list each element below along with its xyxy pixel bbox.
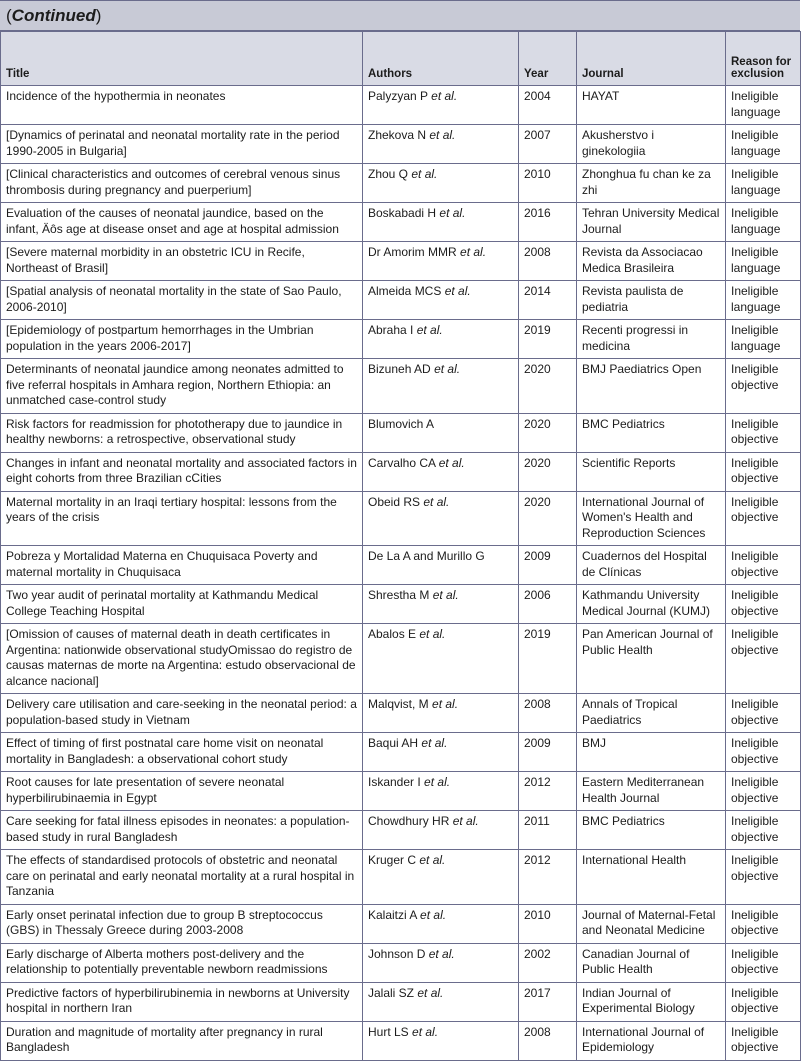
- cell-authors: [363, 943, 519, 982]
- table-row: [1, 86, 801, 125]
- author-name: Iskander I: [368, 775, 421, 789]
- cell-authors: [363, 585, 519, 624]
- cell-journal: Cuadernos del Hospital de Clínicas: [577, 546, 726, 585]
- cell-authors: [363, 491, 519, 546]
- table-row: [1, 546, 801, 585]
- cell-title: Risk factors for readmission for phototherapy due to jaundice in healthy newborns: a retrospective, observational study: [1, 413, 363, 452]
- table-row: [1, 320, 801, 359]
- cell-year: 2020: [519, 491, 577, 546]
- cell-year: 2017: [519, 982, 577, 1021]
- cell-reason: Ineligible objective: [726, 359, 801, 414]
- et-al-label: et al.: [412, 1024, 439, 1039]
- table-row: [1, 452, 801, 491]
- et-al-label: et al.: [419, 853, 446, 867]
- cell-year: 2016: [519, 203, 577, 242]
- author-name: Bizuneh AD: [368, 362, 431, 376]
- cell-title: [Clinical characteristics and outcomes of cerebral venous sinus thrombosis during pregnancy and puerperium]: [1, 164, 363, 203]
- cell-title: Early discharge of Alberta mothers post-delivery and the relationship to potentially preventable newborn readmissions: [1, 943, 363, 982]
- cell-year: 2012: [519, 772, 577, 811]
- cell-title: Early onset perinatal infection due to group B streptococcus (GBS) in Thessaly Greece during 2003-2008: [1, 904, 363, 943]
- cell-title: [Spatial analysis of neonatal mortality in the state of Sao Paulo, 2006-2010]: [1, 281, 363, 320]
- author-name: Zhekova N: [368, 128, 427, 142]
- author-name: Baqui AH: [368, 736, 419, 750]
- cell-authors: [363, 850, 519, 905]
- cell-journal: International Health: [577, 850, 726, 905]
- et-al-label: et al.: [429, 128, 456, 142]
- cell-journal: BMC Pediatrics: [577, 413, 726, 452]
- et-al-label: et al.: [417, 985, 444, 1000]
- cell-reason: Ineligible objective: [726, 1021, 801, 1060]
- table-row: [1, 585, 801, 624]
- cell-journal: Tehran University Medical Journal: [577, 203, 726, 242]
- author-name: Blumovich A: [368, 416, 435, 431]
- cell-authors: [363, 320, 519, 359]
- cell-journal: Pan American Journal of Public Health: [577, 624, 726, 694]
- table-row: [1, 413, 801, 452]
- table-row: [1, 733, 801, 772]
- cell-title: Care seeking for fatal illness episodes in neonates: a population-based study in rural Bangladesh: [1, 811, 363, 850]
- cell-title: The effects of standardised protocols of obstetric and neonatal care on perinatal and early neonatal mortality at a rural hospital in Tanzania: [1, 850, 363, 905]
- table-body: [1, 86, 801, 1061]
- cell-journal: International Journal of Epidemiology: [577, 1021, 726, 1060]
- cell-authors: [363, 982, 519, 1021]
- cell-year: 2008: [519, 694, 577, 733]
- et-al-label: et al.: [424, 775, 451, 789]
- cell-reason: Ineligible objective: [726, 694, 801, 733]
- cell-title: [Omission of causes of maternal death in death certificates in Argentina: nationwide observational studyOmissao do registro de causas maternas de morte na Argentina: estudo observacional de alcance nacional]: [1, 624, 363, 694]
- author-name: Boskabadi H: [368, 206, 437, 220]
- table-row: [1, 359, 801, 414]
- cell-journal: Journal of Maternal-Fetal and Neonatal Medicine: [577, 904, 726, 943]
- cell-year: 2010: [519, 164, 577, 203]
- author-name: Dr Amorim MMR: [368, 245, 457, 259]
- cell-reason: Ineligible language: [726, 125, 801, 164]
- cell-year: 2002: [519, 943, 577, 982]
- column-header-reason: Reason for exclusion: [726, 32, 801, 86]
- et-al-label: et al.: [419, 627, 446, 641]
- author-name: Kalaitzi A: [368, 907, 417, 922]
- table-row: [1, 624, 801, 694]
- cell-authors: [363, 904, 519, 943]
- table-row: [1, 850, 801, 905]
- column-header-authors: Authors: [363, 32, 519, 86]
- cell-reason: Ineligible objective: [726, 546, 801, 585]
- et-al-label: et al.: [431, 89, 458, 103]
- cell-year: 2009: [519, 733, 577, 772]
- cell-authors: [363, 772, 519, 811]
- table-row: [1, 203, 801, 242]
- cell-title: Effect of timing of first postnatal care home visit on neonatal mortality in Bangladesh: a observational cohort study: [1, 733, 363, 772]
- cell-reason: Ineligible objective: [726, 624, 801, 694]
- cell-year: 2009: [519, 546, 577, 585]
- author-name: Palyzyan P: [368, 89, 428, 103]
- author-name: Zhou Q: [368, 167, 409, 181]
- cell-year: 2019: [519, 320, 577, 359]
- cell-journal: Eastern Mediterranean Health Journal: [577, 772, 726, 811]
- author-name: Carvalho CA: [368, 455, 436, 470]
- cell-year: 2011: [519, 811, 577, 850]
- cell-reason: Ineligible language: [726, 203, 801, 242]
- author-name: Abraha I: [368, 323, 414, 337]
- cell-year: 2020: [519, 413, 577, 452]
- et-al-label: et al.: [438, 455, 465, 470]
- table-row: [1, 904, 801, 943]
- author-name: Kruger C: [368, 853, 417, 867]
- cell-journal: Kathmandu University Medical Journal (KUMJ): [577, 585, 726, 624]
- cell-authors: [363, 359, 519, 414]
- et-al-label: et al.: [444, 284, 471, 298]
- et-al-label: et al.: [428, 946, 455, 961]
- cell-reason: Ineligible objective: [726, 811, 801, 850]
- cell-journal: Indian Journal of Experimental Biology: [577, 982, 726, 1021]
- cell-reason: Ineligible objective: [726, 733, 801, 772]
- column-header-journal: Journal: [577, 32, 726, 86]
- cell-authors: [363, 125, 519, 164]
- cell-title: Evaluation of the causes of neonatal jaundice, based on the infant, Äôs age at disease onset and age at hospital admission: [1, 203, 363, 242]
- cell-title: [Severe maternal morbidity in an obstetric ICU in Recife, Northeast of Brasil]: [1, 242, 363, 281]
- cell-authors: [363, 164, 519, 203]
- et-al-label: et al.: [439, 206, 466, 220]
- cell-reason: Ineligible objective: [726, 904, 801, 943]
- cell-reason: Ineligible objective: [726, 585, 801, 624]
- author-name: Hurt LS: [368, 1024, 409, 1039]
- cell-year: 2014: [519, 281, 577, 320]
- cell-title: [Epidemiology of postpartum hemorrhages in the Umbrian population in the years 2006-2017]: [1, 320, 363, 359]
- column-header-year: Year: [519, 32, 577, 86]
- cell-year: 2012: [519, 850, 577, 905]
- author-name: Malqvist, M: [368, 697, 429, 711]
- cell-reason: Ineligible objective: [726, 772, 801, 811]
- author-name: Obeid RS: [368, 494, 421, 509]
- cell-reason: Ineligible language: [726, 86, 801, 125]
- cell-title: Maternal mortality in an Iraqi tertiary hospital: lessons from the years of the crisis: [1, 491, 363, 546]
- cell-year: 2019: [519, 624, 577, 694]
- author-name: Abalos E: [368, 627, 417, 641]
- cell-title: Two year audit of perinatal mortality at Kathmandu Medical College Teaching Hospital: [1, 585, 363, 624]
- cell-authors: [363, 413, 519, 452]
- cell-journal: BMJ: [577, 733, 726, 772]
- et-al-label: et al.: [423, 494, 450, 509]
- cell-title: Changes in infant and neonatal mortality and associated factors in eight cohorts from three Brazilian cCities: [1, 452, 363, 491]
- cell-journal: Akusherstvo i ginekologiia: [577, 125, 726, 164]
- cell-title: Determinants of neonatal jaundice among neonates admitted to five referral hospitals in Amhara region, Northern Ethiopia: an unmatched case-control study: [1, 359, 363, 414]
- cell-year: 2020: [519, 359, 577, 414]
- author-name: Chowdhury HR: [368, 814, 450, 828]
- cell-reason: Ineligible objective: [726, 850, 801, 905]
- et-al-label: et al.: [420, 907, 447, 922]
- cell-title: Incidence of the hypothermia in neonates: [1, 86, 363, 125]
- cell-title: [Dynamics of perinatal and neonatal mortality rate in the period 1990-2005 in Bulgaria]: [1, 125, 363, 164]
- cell-year: 2020: [519, 452, 577, 491]
- table-row: [1, 491, 801, 546]
- cell-authors: [363, 86, 519, 125]
- cell-journal: Revista da Associacao Medica Brasileira: [577, 242, 726, 281]
- cell-title: Root causes for late presentation of severe neonatal hyperbilirubinaemia in Egypt: [1, 772, 363, 811]
- cell-journal: International Journal of Women's Health and Reproduction Sciences: [577, 491, 726, 546]
- author-name: Almeida MCS: [368, 284, 442, 298]
- cell-reason: Ineligible objective: [726, 413, 801, 452]
- cell-journal: Canadian Journal of Public Health: [577, 943, 726, 982]
- cell-journal: BMJ Paediatrics Open: [577, 359, 726, 414]
- cell-year: 2004: [519, 86, 577, 125]
- table-row: [1, 242, 801, 281]
- et-al-label: et al.: [432, 697, 459, 711]
- cell-authors: [363, 203, 519, 242]
- table-row: [1, 125, 801, 164]
- et-al-label: et al.: [460, 245, 487, 259]
- et-al-label: et al.: [421, 736, 448, 750]
- cell-journal: Revista paulista de pediatria: [577, 281, 726, 320]
- table-row: [1, 943, 801, 982]
- column-header-title: Title: [1, 32, 363, 86]
- cell-reason: Ineligible language: [726, 242, 801, 281]
- cell-journal: Scientific Reports: [577, 452, 726, 491]
- cell-authors: [363, 281, 519, 320]
- table-row: [1, 772, 801, 811]
- cell-year: 2008: [519, 1021, 577, 1060]
- cell-authors: [363, 733, 519, 772]
- cell-journal: Recenti progressi in medicina: [577, 320, 726, 359]
- cell-reason: Ineligible language: [726, 320, 801, 359]
- cell-year: 2010: [519, 904, 577, 943]
- cell-authors: [363, 811, 519, 850]
- table-row: [1, 694, 801, 733]
- cell-reason: Ineligible language: [726, 281, 801, 320]
- cell-reason: Ineligible objective: [726, 452, 801, 491]
- cell-authors: [363, 624, 519, 694]
- table-row: [1, 1021, 801, 1060]
- cell-year: 2007: [519, 125, 577, 164]
- cell-authors: [363, 452, 519, 491]
- et-al-label: et al.: [452, 814, 479, 828]
- cell-reason: Ineligible objective: [726, 982, 801, 1021]
- cell-title: Delivery care utilisation and care-seeking in the neonatal period: a population-based study in Vietnam: [1, 694, 363, 733]
- table-row: [1, 811, 801, 850]
- header-row: [1, 32, 801, 86]
- table-row: [1, 982, 801, 1021]
- et-al-label: et al.: [411, 167, 438, 181]
- author-name: Jalali SZ: [368, 985, 415, 1000]
- cell-title: Pobreza y Mortalidad Materna en Chuquisaca Poverty and maternal mortality in Chuquisaca: [1, 546, 363, 585]
- cell-year: 2008: [519, 242, 577, 281]
- cell-journal: BMC Pediatrics: [577, 811, 726, 850]
- cell-authors: [363, 694, 519, 733]
- cell-reason: Ineligible language: [726, 164, 801, 203]
- cell-title: Predictive factors of hyperbilirubinemia in newborns at University hospital in northern Iran: [1, 982, 363, 1021]
- author-name: Shrestha M: [368, 588, 430, 602]
- continued-label: Continued: [11, 5, 96, 25]
- et-al-label: et al.: [416, 323, 443, 337]
- cell-authors: [363, 1021, 519, 1060]
- open-paren: (: [6, 5, 12, 25]
- exclusion-table: [0, 31, 801, 1061]
- author-name: Johnson D: [368, 946, 426, 961]
- close-paren: ): [95, 5, 102, 25]
- cell-authors: [363, 242, 519, 281]
- continued-banner: [0, 0, 800, 31]
- cell-authors: [363, 546, 519, 585]
- et-al-label: et al.: [434, 362, 461, 376]
- cell-journal: Zhonghua fu chan ke za zhi: [577, 164, 726, 203]
- cell-reason: Ineligible objective: [726, 491, 801, 546]
- cell-journal: Annals of Tropical Paediatrics: [577, 694, 726, 733]
- et-al-label: et al.: [432, 588, 459, 602]
- table-row: [1, 281, 801, 320]
- cell-year: 2006: [519, 585, 577, 624]
- author-name: De La A and Murillo G: [368, 549, 485, 563]
- cell-journal: HAYAT: [577, 86, 726, 125]
- cell-title: Duration and magnitude of mortality after pregnancy in rural Bangladesh: [1, 1021, 363, 1060]
- table-row: [1, 164, 801, 203]
- cell-reason: Ineligible objective: [726, 943, 801, 982]
